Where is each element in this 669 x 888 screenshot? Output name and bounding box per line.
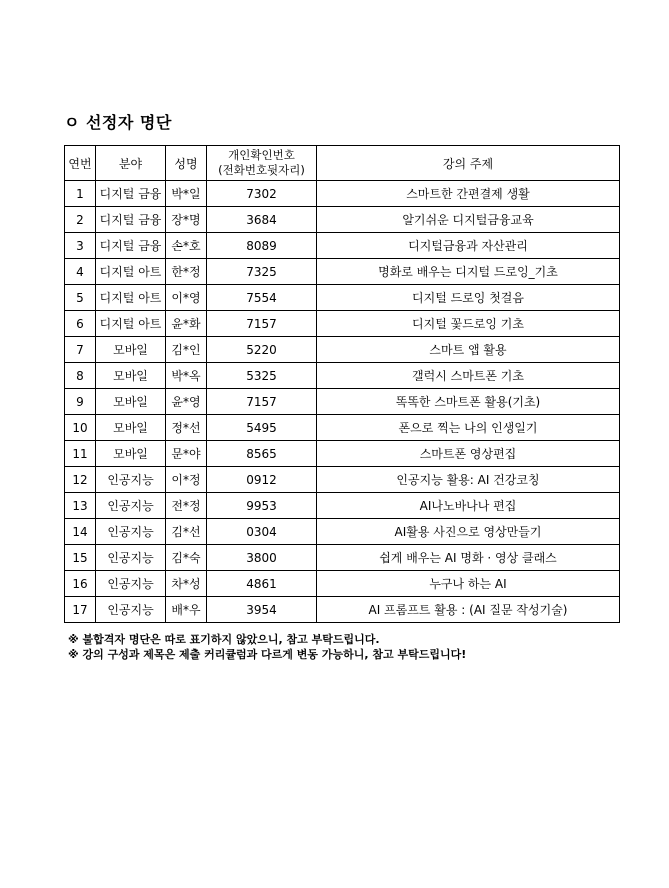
cell-idnum: 8565 bbox=[207, 441, 317, 467]
cell-name: 한*정 bbox=[166, 259, 207, 285]
table-row bbox=[65, 415, 620, 441]
table-row bbox=[65, 493, 620, 519]
cell-idnum: 8089 bbox=[207, 233, 317, 259]
title-bullet: ㅇ bbox=[64, 113, 80, 132]
cell-no: 15 bbox=[65, 545, 96, 571]
header-name: 성명 bbox=[166, 146, 207, 181]
cell-name: 전*정 bbox=[166, 493, 207, 519]
cell-no: 5 bbox=[65, 285, 96, 311]
cell-idnum: 7302 bbox=[207, 181, 317, 207]
cell-field: 디지털 아트 bbox=[96, 259, 166, 285]
cell-field: 모바일 bbox=[96, 415, 166, 441]
cell-field: 디지털 금융 bbox=[96, 233, 166, 259]
cell-no: 10 bbox=[65, 415, 96, 441]
cell-idnum: 5220 bbox=[207, 337, 317, 363]
cell-name: 박*일 bbox=[166, 181, 207, 207]
table-row bbox=[65, 571, 620, 597]
header-field: 분야 bbox=[96, 146, 166, 181]
cell-topic: 폰으로 찍는 나의 인생일기 bbox=[317, 415, 620, 441]
cell-field: 모바일 bbox=[96, 389, 166, 415]
cell-field: 디지털 아트 bbox=[96, 285, 166, 311]
selection-table bbox=[64, 145, 620, 623]
table-row bbox=[65, 311, 620, 337]
table-row bbox=[65, 441, 620, 467]
cell-idnum: 7554 bbox=[207, 285, 317, 311]
cell-no: 4 bbox=[65, 259, 96, 285]
table-row bbox=[65, 519, 620, 545]
cell-name: 차*성 bbox=[166, 571, 207, 597]
cell-no: 17 bbox=[65, 597, 96, 623]
cell-name: 김*선 bbox=[166, 519, 207, 545]
cell-name: 문*야 bbox=[166, 441, 207, 467]
cell-topic: 디지털 꽃드로잉 기초 bbox=[317, 311, 620, 337]
cell-no: 14 bbox=[65, 519, 96, 545]
cell-field: 인공지능 bbox=[96, 493, 166, 519]
cell-idnum: 3800 bbox=[207, 545, 317, 571]
cell-field: 모바일 bbox=[96, 363, 166, 389]
cell-field: 인공지능 bbox=[96, 545, 166, 571]
cell-topic: AI 프롬프트 활용 : (AI 질문 작성기술) bbox=[317, 597, 620, 623]
cell-idnum: 5325 bbox=[207, 363, 317, 389]
cell-no: 6 bbox=[65, 311, 96, 337]
cell-topic: 쉽게 배우는 AI 명화 · 영상 클래스 bbox=[317, 545, 620, 571]
table-row bbox=[65, 181, 620, 207]
cell-no: 11 bbox=[65, 441, 96, 467]
table-row bbox=[65, 233, 620, 259]
note-line: ※ 불합격자 명단은 따로 표기하지 않았으니, 참고 부탁드립니다. bbox=[68, 633, 380, 646]
cell-field: 인공지능 bbox=[96, 519, 166, 545]
cell-idnum: 7157 bbox=[207, 311, 317, 337]
cell-no: 1 bbox=[65, 181, 96, 207]
cell-name: 손*호 bbox=[166, 233, 207, 259]
cell-name: 장*명 bbox=[166, 207, 207, 233]
cell-no: 8 bbox=[65, 363, 96, 389]
cell-topic: 알기쉬운 디지털금융교육 bbox=[317, 207, 620, 233]
header-no: 연번 bbox=[65, 146, 96, 181]
cell-topic: 인공지능 활용: AI 건강코칭 bbox=[317, 467, 620, 493]
cell-name: 이*영 bbox=[166, 285, 207, 311]
cell-field: 디지털 아트 bbox=[96, 311, 166, 337]
cell-idnum: 0304 bbox=[207, 519, 317, 545]
cell-topic: 스마트한 간편결제 생활 bbox=[317, 181, 620, 207]
header-idnum-line1: 개인확인번호 bbox=[228, 148, 295, 162]
table-row bbox=[65, 597, 620, 623]
cell-no: 12 bbox=[65, 467, 96, 493]
cell-topic: 누구나 하는 AI bbox=[317, 571, 620, 597]
table-body bbox=[65, 181, 620, 623]
header-idnum bbox=[207, 146, 317, 181]
cell-field: 인공지능 bbox=[96, 467, 166, 493]
cell-name: 이*정 bbox=[166, 467, 207, 493]
cell-no: 9 bbox=[65, 389, 96, 415]
cell-name: 김*인 bbox=[166, 337, 207, 363]
cell-idnum: 7325 bbox=[207, 259, 317, 285]
table-row bbox=[65, 467, 620, 493]
table-row bbox=[65, 545, 620, 571]
cell-topic: 갤럭시 스마트폰 기초 bbox=[317, 363, 620, 389]
header-row bbox=[65, 146, 620, 181]
cell-field: 인공지능 bbox=[96, 571, 166, 597]
cell-idnum: 3684 bbox=[207, 207, 317, 233]
cell-field: 디지털 금융 bbox=[96, 207, 166, 233]
cell-field: 인공지능 bbox=[96, 597, 166, 623]
table-header bbox=[65, 146, 620, 181]
cell-no: 3 bbox=[65, 233, 96, 259]
cell-topic: 디지털 드로잉 첫걸음 bbox=[317, 285, 620, 311]
cell-topic: 스마트폰 영상편집 bbox=[317, 441, 620, 467]
header-idnum-line2: (전화번호뒷자리) bbox=[218, 163, 305, 177]
cell-name: 정*선 bbox=[166, 415, 207, 441]
cell-idnum: 9953 bbox=[207, 493, 317, 519]
table-row bbox=[65, 337, 620, 363]
cell-field: 모바일 bbox=[96, 441, 166, 467]
note-line: ※ 강의 구성과 제목은 제출 커리큘럼과 다르게 변동 가능하니, 참고 부탁드립니다! bbox=[68, 648, 467, 661]
table-row bbox=[65, 285, 620, 311]
cell-name: 배*우 bbox=[166, 597, 207, 623]
section-title bbox=[64, 110, 172, 133]
notes bbox=[68, 632, 466, 662]
cell-field: 디지털 금융 bbox=[96, 181, 166, 207]
cell-no: 7 bbox=[65, 337, 96, 363]
cell-idnum: 0912 bbox=[207, 467, 317, 493]
cell-no: 13 bbox=[65, 493, 96, 519]
cell-idnum: 3954 bbox=[207, 597, 317, 623]
cell-no: 16 bbox=[65, 571, 96, 597]
cell-idnum: 7157 bbox=[207, 389, 317, 415]
cell-idnum: 4861 bbox=[207, 571, 317, 597]
table-row bbox=[65, 389, 620, 415]
header-topic: 강의 주제 bbox=[317, 146, 620, 181]
cell-name: 김*숙 bbox=[166, 545, 207, 571]
cell-no: 2 bbox=[65, 207, 96, 233]
cell-name: 윤*화 bbox=[166, 311, 207, 337]
cell-field: 모바일 bbox=[96, 337, 166, 363]
table-row bbox=[65, 363, 620, 389]
cell-name: 윤*영 bbox=[166, 389, 207, 415]
cell-topic: 디지털금융과 자산관리 bbox=[317, 233, 620, 259]
cell-topic: 명화로 배우는 디지털 드로잉_기초 bbox=[317, 259, 620, 285]
cell-topic: 스마트 앱 활용 bbox=[317, 337, 620, 363]
cell-topic: AI활용 사진으로 영상만들기 bbox=[317, 519, 620, 545]
table-row bbox=[65, 259, 620, 285]
cell-idnum: 5495 bbox=[207, 415, 317, 441]
table-row bbox=[65, 207, 620, 233]
title-text: 선정자 명단 bbox=[85, 113, 172, 132]
cell-topic: 똑똑한 스마트폰 활용(기초) bbox=[317, 389, 620, 415]
cell-topic: AI나노바나나 편집 bbox=[317, 493, 620, 519]
cell-name: 박*옥 bbox=[166, 363, 207, 389]
